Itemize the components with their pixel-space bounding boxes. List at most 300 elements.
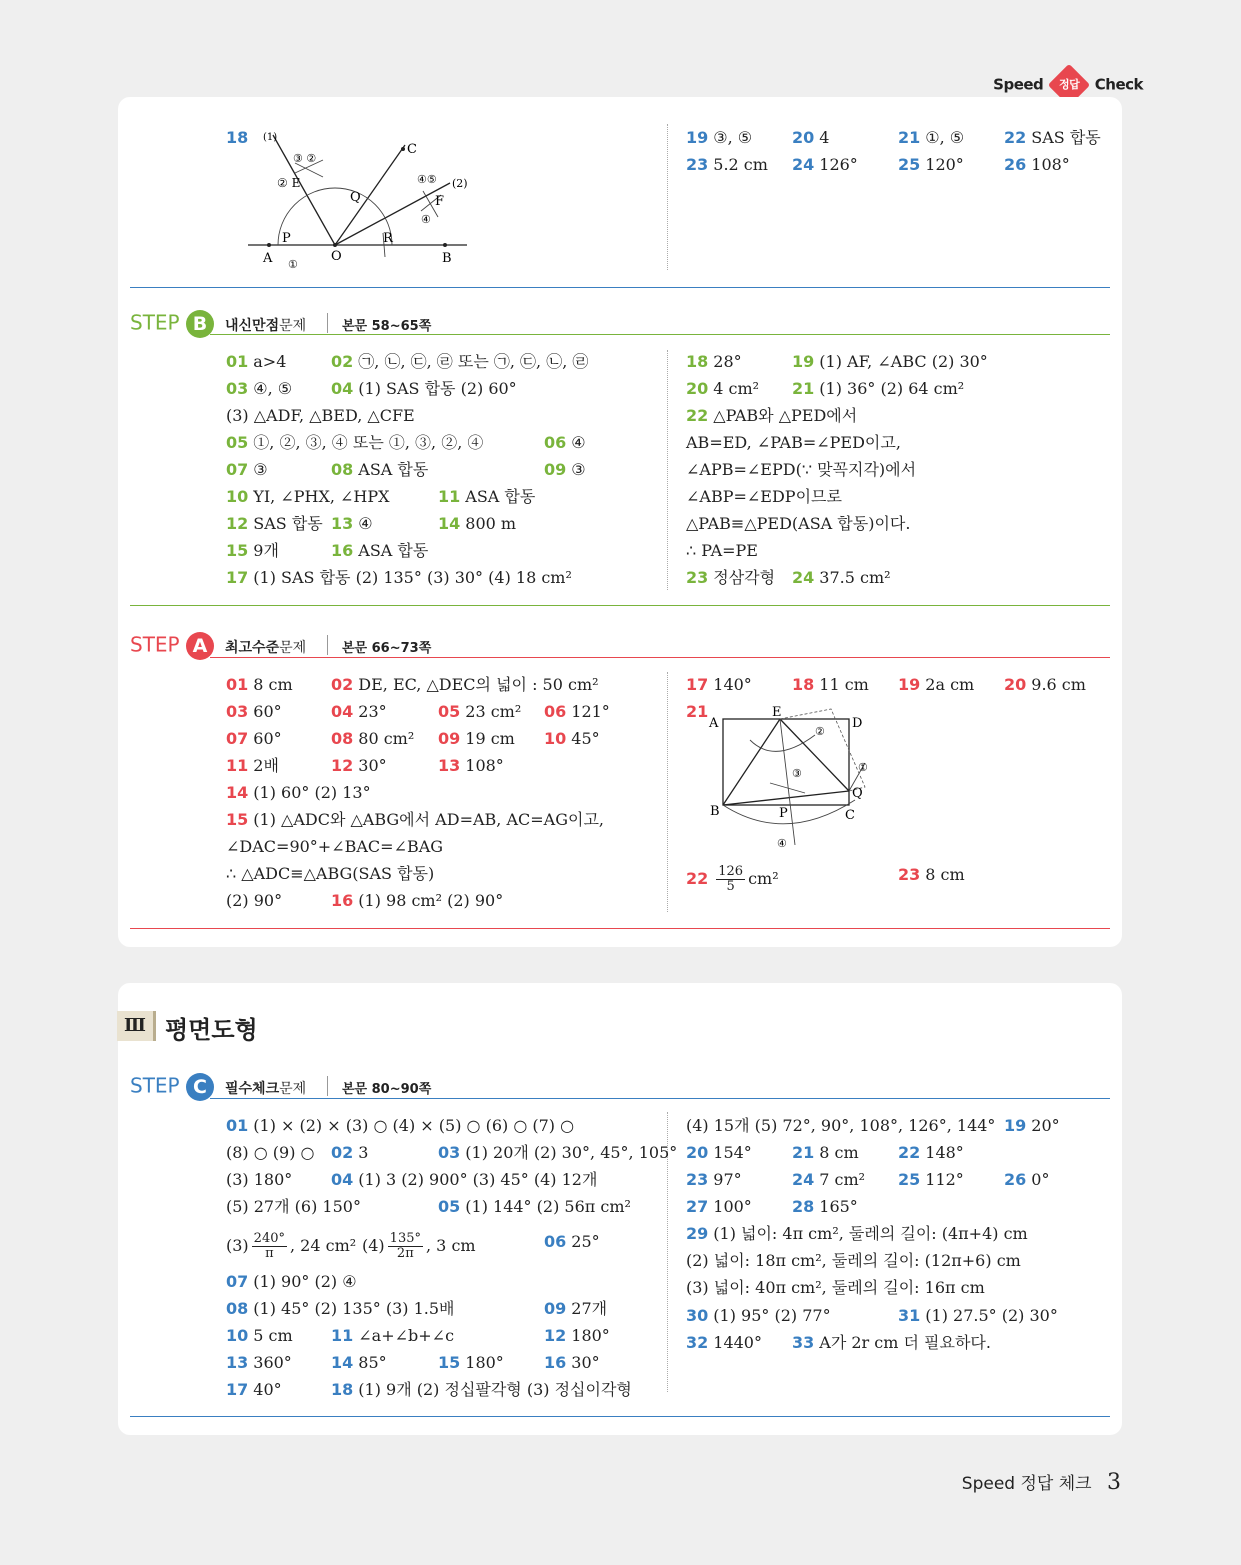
question-number: 11 xyxy=(226,756,249,775)
question-number: 09 xyxy=(438,729,461,748)
answer-text: (3) △ADF, △BED, △CFE xyxy=(226,406,415,425)
answer-item: 23 5.2 cm xyxy=(686,155,768,174)
header-speed: Speed xyxy=(993,75,1044,94)
answer-text: 100° xyxy=(713,1197,752,1216)
fraction: $\frac{240^\circ}{\pi}$ xyxy=(253,1231,285,1261)
answer-item: 20 4 xyxy=(792,128,830,147)
column-divider-b xyxy=(667,350,668,590)
question-number: 11 xyxy=(438,487,461,506)
answer-text: 19 cm xyxy=(465,729,515,748)
answer-item xyxy=(686,1278,985,1298)
answer-item xyxy=(686,514,910,534)
answer-text: 148° xyxy=(925,1143,964,1162)
fraction: $\frac{135^\circ}{2\pi}$ xyxy=(389,1231,421,1261)
answer-item xyxy=(898,1306,1058,1326)
question-number: 07 xyxy=(226,460,249,479)
answer-text: 23 cm² xyxy=(465,702,522,721)
answer-item xyxy=(226,1272,357,1292)
answer-text: 8 cm xyxy=(819,1143,859,1162)
answer-item xyxy=(686,1251,1021,1271)
answer-text: 정삼각형 xyxy=(713,568,776,587)
answer-text: (1) 98 cm² (2) 90° xyxy=(358,891,504,910)
question-number: 15 xyxy=(226,541,249,560)
answer-text: (5) 27개 (6) 150° xyxy=(226,1197,361,1216)
question-number: 03 xyxy=(226,379,249,398)
step-b-sep xyxy=(327,313,328,333)
question-number: 24 xyxy=(792,1170,815,1189)
question-number: 02 xyxy=(331,1143,354,1162)
answer-text: 97° xyxy=(713,1170,742,1189)
answer-item xyxy=(226,1197,361,1217)
answer-item xyxy=(544,460,586,480)
question-number: 21 xyxy=(686,702,709,721)
svg-text:P: P xyxy=(282,231,291,246)
answer-item xyxy=(226,891,282,911)
question-number: 18 xyxy=(686,352,709,371)
answer-item xyxy=(331,541,428,561)
question-number: 32 xyxy=(686,1333,709,1352)
svg-text:R: R xyxy=(383,231,393,246)
question-number: 12 xyxy=(331,756,354,775)
speed-check-header xyxy=(993,70,1143,100)
answer-text: (1) SAS 합동 (2) 135° (3) 30° (4) 18 cm² xyxy=(253,568,572,587)
answer-item xyxy=(686,541,758,561)
answer-text: (3) xyxy=(226,1236,249,1255)
question-number: 07 xyxy=(226,729,249,748)
answer-text: 37.5 cm² xyxy=(819,568,891,587)
answer-item: 24 126° xyxy=(792,155,858,174)
answer-text: (3) 180° xyxy=(226,1170,293,1189)
step-a-circle: A xyxy=(186,632,214,660)
svg-text:② E: ② E xyxy=(277,176,301,190)
answer-item xyxy=(331,675,599,695)
answer-item xyxy=(226,702,282,722)
answer-item xyxy=(438,729,515,749)
angle-bisector-diagram xyxy=(245,125,475,275)
answer-item xyxy=(686,675,752,695)
svg-text:④: ④ xyxy=(421,213,431,226)
question-number: 09 xyxy=(544,460,567,479)
answer-text: 23° xyxy=(358,702,387,721)
answer-item xyxy=(686,568,775,588)
svg-text:①: ① xyxy=(858,761,868,774)
answer-text: (1) 9개 (2) 정십팔각형 (3) 정십이각형 xyxy=(358,1380,632,1399)
answer-item xyxy=(686,406,857,426)
answer-text: 800 m xyxy=(465,514,517,533)
answer-text: 40° xyxy=(253,1380,282,1399)
answer-item xyxy=(331,891,503,911)
answer-item xyxy=(1004,675,1086,695)
answer-text: 2배 xyxy=(253,756,279,775)
footer-text: Speed 정답 체크 xyxy=(961,1474,1092,1494)
answer-text: 30° xyxy=(358,756,387,775)
answer-item xyxy=(438,756,504,776)
question-number: 15 xyxy=(226,810,249,829)
answer-text: (1) 3 (2) 900° (3) 45° (4) 12개 xyxy=(358,1170,598,1189)
top-q18: 18 xyxy=(226,128,249,147)
answer-item xyxy=(331,1353,387,1373)
answer-text: (1) 27.5° (2) 30° xyxy=(925,1306,1058,1325)
step-c-label: STEP C xyxy=(130,1073,214,1101)
question-number: 19 xyxy=(898,675,921,694)
answer-text: ASA 합동 xyxy=(465,487,536,506)
answer-text: 8 cm xyxy=(253,675,293,694)
question-number: 01 xyxy=(226,1116,249,1135)
answer-text: ∠APB=∠EPD(∵ 맞꼭지각)에서 xyxy=(686,460,917,479)
question-number: 23 xyxy=(686,1170,709,1189)
question-number: 28 xyxy=(792,1197,815,1216)
question-number: 03 xyxy=(226,702,249,721)
question-number: 14 xyxy=(226,783,249,802)
answer-text: 154° xyxy=(713,1143,752,1162)
answer-item xyxy=(544,702,610,722)
answer-text: (3) 넓이: 40π cm², 둘레의 길이: 16π cm xyxy=(686,1278,985,1297)
header-check: Check xyxy=(1094,75,1143,94)
step-c-sep xyxy=(327,1076,328,1096)
svg-text:A: A xyxy=(263,251,273,266)
answer-item xyxy=(438,1143,677,1163)
question-number: 16 xyxy=(331,891,354,910)
answer-text: 0° xyxy=(1031,1170,1050,1189)
answer-item: 25 120° xyxy=(898,155,964,174)
question-number: 23 xyxy=(686,568,709,587)
question-number: 01 xyxy=(226,675,249,694)
svg-text:B: B xyxy=(442,251,452,266)
svg-text:O: O xyxy=(331,249,342,264)
question-number: 21 xyxy=(792,1143,815,1162)
answer-item xyxy=(226,783,371,803)
divider-blue xyxy=(130,287,1110,288)
answer-item: 26 108° xyxy=(1004,155,1070,174)
answer-text: (4) xyxy=(362,1236,385,1255)
svg-text:④⑤: ④⑤ xyxy=(417,173,437,186)
answer-text: (1) SAS 합동 (2) 60° xyxy=(358,379,517,398)
answer-item xyxy=(438,702,521,722)
question-number: 19 xyxy=(1004,1116,1027,1135)
column-divider-a xyxy=(667,672,668,912)
answer-item xyxy=(686,487,842,507)
svg-text:P: P xyxy=(779,806,788,821)
answer-text: (2) 90° xyxy=(226,891,283,910)
step-b-circle: B xyxy=(186,310,214,338)
answer-text: (1) 36° (2) 64 cm² xyxy=(819,379,965,398)
answer-text: AB=ED, ∠PAB=∠PED이고, xyxy=(686,433,901,452)
answer-item xyxy=(686,1116,995,1136)
answer-text: a>4 xyxy=(253,352,287,371)
footer xyxy=(962,1469,1121,1495)
answer-text: (1) × (2) × (3) ○ (4) × (5) ○ (6) ○ (7) ○ xyxy=(253,1116,575,1135)
answer-item xyxy=(544,1353,600,1373)
svg-text:B: B xyxy=(710,804,720,819)
question-number: 29 xyxy=(686,1224,709,1243)
question-number: 21 xyxy=(792,379,815,398)
answer-text: ∠a+∠b+∠c xyxy=(358,1326,455,1345)
question-number: 08 xyxy=(331,729,354,748)
answer-text: 140° xyxy=(713,675,752,694)
step-b-title: 내신만점문제 xyxy=(225,318,307,334)
divider-green xyxy=(130,605,1110,606)
answer-item xyxy=(792,1333,991,1353)
answer-text: 11 cm xyxy=(819,675,869,694)
answer-text: 45° xyxy=(571,729,600,748)
answer-item xyxy=(226,541,279,561)
answer-item: (3) $\frac{240^\circ}{\pi}$ , 24 cm² xyxy=(226,1231,357,1261)
column-divider xyxy=(667,124,668,270)
answer-text: ASA 합동 xyxy=(358,460,429,479)
answer-item xyxy=(686,1197,752,1217)
answer-text: 5 cm xyxy=(253,1326,293,1345)
answer-item xyxy=(226,729,282,749)
answer-text: (2) 넓이: 18π cm², 둘레의 길이: (12π+6) cm xyxy=(686,1251,1021,1270)
answer-item xyxy=(792,1170,865,1190)
answer-text: 27개 xyxy=(571,1299,608,1318)
answer-text: (8) ○ (9) ○ xyxy=(226,1143,315,1162)
question-number: 26 xyxy=(1004,1170,1027,1189)
question-number: 18 xyxy=(331,1380,354,1399)
answer-item: (4) $\frac{135^\circ}{2\pi}$ , 3 cm xyxy=(362,1231,476,1261)
svg-text:②: ② xyxy=(815,725,825,738)
answer-item xyxy=(544,1326,610,1346)
answer-item xyxy=(898,865,965,885)
question-number: 01 xyxy=(226,352,249,371)
answer-text: 3 xyxy=(358,1143,369,1162)
question-number: 17 xyxy=(686,675,709,694)
answer-item xyxy=(438,1197,631,1217)
answer-text: 20° xyxy=(1031,1116,1060,1135)
divider-red xyxy=(130,928,1110,929)
answer-text: 25° xyxy=(571,1232,600,1251)
answer-text: A가 2r cm 더 필요하다. xyxy=(819,1333,991,1352)
answer-item xyxy=(226,837,443,857)
answer-text: (1) 90° (2) ④ xyxy=(253,1272,357,1291)
svg-text:④: ④ xyxy=(777,837,787,850)
answer-text: ∴ △ADC≡△ABG(SAS 합동) xyxy=(226,864,435,883)
answer-item xyxy=(792,675,869,695)
answer-text: 9.6 cm xyxy=(1031,675,1086,694)
answer-item xyxy=(544,729,600,749)
question-number: 05 xyxy=(438,1197,461,1216)
answer-text: (1) 넓이: 4π cm², 둘레의 길이: (4π+4) cm xyxy=(713,1224,1028,1243)
svg-text:③: ③ xyxy=(792,767,802,780)
question-number: 19 xyxy=(792,352,815,371)
answer-text: △PAB≡△PED(ASA 합동)이다. xyxy=(686,514,911,533)
answer-text: 60° xyxy=(253,702,282,721)
header-badge: 정답 xyxy=(1048,64,1090,106)
answer-item xyxy=(226,756,279,776)
answer-item xyxy=(686,1306,831,1326)
question-number: 10 xyxy=(226,1326,249,1345)
answer-text: ④ xyxy=(358,514,373,533)
question-number: 05 xyxy=(226,433,249,452)
answer-item xyxy=(686,433,901,453)
answer-text: 85° xyxy=(358,1353,387,1372)
answer-item xyxy=(226,433,483,453)
answer-item xyxy=(331,1143,368,1163)
answer-item xyxy=(1004,1116,1060,1136)
question-number: 22 xyxy=(686,869,709,888)
answer-item xyxy=(792,352,988,372)
question-number: 09 xyxy=(544,1299,567,1318)
question-number: 11 xyxy=(331,1326,354,1345)
answer-item xyxy=(686,1333,762,1353)
rectangle-construction-diagram xyxy=(705,705,885,850)
answer-item xyxy=(686,1143,752,1163)
answer-text: ASA 합동 xyxy=(358,541,429,560)
question-number: 27 xyxy=(686,1197,709,1216)
answer-item xyxy=(226,1326,293,1346)
question-number: 14 xyxy=(331,1353,354,1372)
step-c-rule xyxy=(210,1098,1110,1099)
question-number: 12 xyxy=(544,1326,567,1345)
answer-text: 112° xyxy=(925,1170,964,1189)
answer-item xyxy=(226,1170,292,1190)
question-number: 20 xyxy=(686,1143,709,1162)
question-number: 10 xyxy=(226,487,249,506)
answer-text: 180° xyxy=(571,1326,610,1345)
question-number: 10 xyxy=(544,729,567,748)
divider-blue-2 xyxy=(130,1416,1110,1417)
question-number: 33 xyxy=(792,1333,815,1352)
question-number: 30 xyxy=(686,1306,709,1325)
answer-item xyxy=(226,1380,282,1400)
answer-text: △PAB와 △PED에서 xyxy=(713,406,858,425)
question-number: 02 xyxy=(331,675,354,694)
answer-item xyxy=(331,729,414,749)
answer-text: 360° xyxy=(253,1353,292,1372)
answer-item xyxy=(544,1232,600,1252)
answer-text: 30° xyxy=(571,1353,600,1372)
answer-text: ∴ PA=PE xyxy=(686,541,758,560)
question-number: 13 xyxy=(226,1353,249,1372)
answer-item xyxy=(331,379,517,399)
answer-text: 108° xyxy=(465,756,504,775)
answer-text: SAS 합동 xyxy=(253,514,323,533)
step-a-label: STEP A xyxy=(130,632,214,660)
step-c-title: 필수체크문제 xyxy=(225,1081,307,1097)
question-number: 06 xyxy=(544,702,567,721)
answer-item: 22 SAS 합동 xyxy=(1004,128,1101,147)
step-b-label: STEP B xyxy=(130,310,214,338)
answer-item xyxy=(226,352,286,372)
answer-text: 4 cm² xyxy=(713,379,760,398)
answer-item xyxy=(792,379,964,399)
answer-item xyxy=(438,1353,504,1373)
question-number: 06 xyxy=(544,1232,567,1251)
step-c-pages: 본문 80~90쪽 xyxy=(342,1082,432,1097)
step-a-title: 최고수준문제 xyxy=(225,640,307,656)
answer-item xyxy=(331,514,373,534)
answer-item xyxy=(898,1143,964,1163)
answer-text: 28° xyxy=(713,352,742,371)
step-a-pages: 본문 66~73쪽 xyxy=(342,641,432,656)
answer-text: (1) AF, ∠ABC (2) 30° xyxy=(819,352,988,371)
svg-text:(2): (2) xyxy=(452,177,468,190)
question-number: 12 xyxy=(226,514,249,533)
answer-item xyxy=(226,460,268,480)
question-number: 14 xyxy=(438,514,461,533)
svg-text:D: D xyxy=(852,716,863,731)
question-number: 08 xyxy=(226,1299,249,1318)
question-number: 08 xyxy=(331,460,354,479)
question-number: 04 xyxy=(331,1170,354,1189)
answer-text: 80 cm² xyxy=(358,729,415,748)
answer-text: ①, ②, ③, ④ 또는 ①, ③, ②, ④ xyxy=(253,433,484,452)
step-a-sep xyxy=(327,635,328,655)
question-number: 03 xyxy=(438,1143,461,1162)
answer-item xyxy=(226,379,292,399)
answer-item xyxy=(226,1143,315,1163)
answer-item xyxy=(686,460,916,480)
answer-text: 60° xyxy=(253,729,282,748)
answer-text: ④, ⑤ xyxy=(253,379,293,398)
answer-item xyxy=(226,675,293,695)
step-c-circle: C xyxy=(186,1073,214,1101)
answer-item xyxy=(544,433,586,453)
question-number: 17 xyxy=(226,568,249,587)
answer-text: 1440° xyxy=(713,1333,762,1352)
unit-title: 평면도형 xyxy=(165,1016,258,1044)
svg-text:(1): (1) xyxy=(263,132,278,143)
question-number: 22 xyxy=(686,406,709,425)
question-number: 25 xyxy=(898,1170,921,1189)
answer-item xyxy=(226,514,323,534)
answer-item xyxy=(898,1170,964,1190)
question-number: 22 xyxy=(898,1143,921,1162)
svg-text:③ ②: ③ ② xyxy=(293,152,317,165)
answer-item xyxy=(792,1143,859,1163)
answer-item xyxy=(226,1299,455,1319)
answer-item xyxy=(686,865,779,894)
answer-item xyxy=(331,756,387,776)
answer-text: ④ xyxy=(571,433,586,452)
question-number: 20 xyxy=(1004,675,1027,694)
answer-text: 7 cm² xyxy=(819,1170,866,1189)
svg-text:A: A xyxy=(709,716,719,731)
answer-item xyxy=(226,406,415,426)
answer-item xyxy=(331,702,387,722)
question-number: 13 xyxy=(438,756,461,775)
answer-text: ∠ABP=∠EDP이므로 xyxy=(686,487,842,506)
answer-text: (1) 95° (2) 77° xyxy=(713,1306,831,1325)
answer-item xyxy=(792,1197,858,1217)
question-number: 18 xyxy=(792,675,815,694)
fraction: $\frac{126}{5}$ xyxy=(718,864,744,894)
answer-item xyxy=(226,568,572,588)
answer-text: ③ xyxy=(571,460,586,479)
answer-text: 180° xyxy=(465,1353,504,1372)
answer-text: ③ xyxy=(253,460,268,479)
question-number: 15 xyxy=(438,1353,461,1372)
svg-text:E: E xyxy=(772,705,782,720)
answer-text: (1) 20개 (2) 30°, 45°, 105° xyxy=(465,1143,678,1162)
answer-item xyxy=(331,1170,597,1190)
question-number: 13 xyxy=(331,514,354,533)
answer-item xyxy=(226,1116,574,1136)
answer-text: ∠DAC=90°+∠BAC=∠BAG xyxy=(226,837,444,856)
answer-item xyxy=(226,487,390,507)
answer-text: 121° xyxy=(571,702,610,721)
answer-item xyxy=(226,1353,292,1373)
question-number: 04 xyxy=(331,379,354,398)
step-b-pages: 본문 58~65쪽 xyxy=(342,319,432,334)
answer-item xyxy=(226,810,604,830)
answer-text: 9개 xyxy=(253,541,279,560)
question-number: 16 xyxy=(331,541,354,560)
answer-text: DE, EC, △DEC의 넓이 : 50 cm² xyxy=(358,675,599,694)
svg-text:C: C xyxy=(407,142,417,157)
answer-item xyxy=(686,352,742,372)
answer-text: 2a cm xyxy=(925,675,975,694)
